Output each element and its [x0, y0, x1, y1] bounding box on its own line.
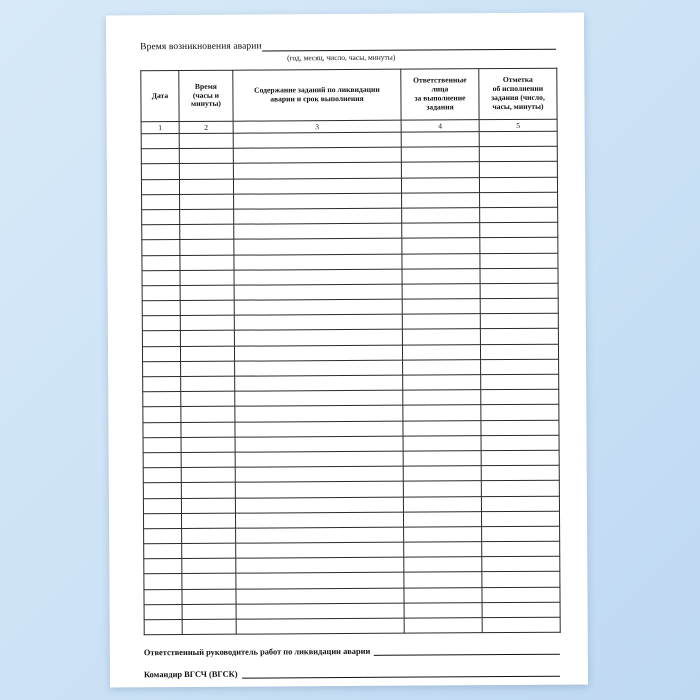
table-cell-empty[interactable]: [403, 451, 481, 467]
table-cell-empty[interactable]: [181, 498, 235, 514]
table-cell-empty[interactable]: [143, 407, 181, 422]
table-cell-empty[interactable]: [182, 619, 236, 635]
column-header-execution-mark-line-1: Отметка: [502, 74, 533, 85]
column-header-execution-mark-line-3: задания (число,: [491, 92, 545, 103]
table-cell-empty[interactable]: [180, 300, 234, 316]
table-cell-empty[interactable]: [180, 315, 234, 331]
table-cell-empty[interactable]: [402, 344, 480, 360]
table-cell-empty[interactable]: [144, 559, 182, 574]
table-cell-empty[interactable]: [481, 435, 559, 451]
table-cell-empty[interactable]: [482, 617, 560, 633]
table-cell-empty[interactable]: [181, 467, 235, 483]
column-header-responsible-persons-line-2: лица: [431, 84, 449, 94]
table-cell-empty[interactable]: [236, 588, 404, 604]
table-cell-empty[interactable]: [402, 223, 480, 239]
table-cell-empty[interactable]: [143, 498, 181, 513]
table-cell-empty[interactable]: [480, 298, 558, 314]
table-cell-empty[interactable]: [143, 377, 181, 392]
table-cell-empty[interactable]: [480, 313, 558, 329]
table-cell-empty[interactable]: [404, 527, 482, 543]
column-header-execution-mark: [479, 68, 557, 119]
table-cell-empty[interactable]: [141, 149, 179, 164]
table-cell-empty[interactable]: [479, 177, 557, 193]
column-header-task-content: [233, 69, 401, 121]
table-cell-empty[interactable]: [403, 496, 481, 512]
table-cell-empty[interactable]: [235, 421, 403, 437]
table-cell-empty[interactable]: [402, 208, 480, 224]
column-header-time-line-2: (часы и: [192, 90, 220, 100]
table-cell-empty[interactable]: [182, 528, 236, 544]
table-cell-empty[interactable]: [143, 468, 181, 483]
table-cell-empty[interactable]: [144, 589, 182, 604]
table-cell-empty[interactable]: [479, 131, 557, 147]
table-cell-empty[interactable]: [234, 284, 402, 300]
column-number-2: 2: [179, 121, 233, 133]
table-cell-empty[interactable]: [181, 391, 235, 407]
table-cell-empty[interactable]: [180, 270, 234, 286]
table-cell-empty[interactable]: [234, 208, 402, 224]
table-cell-empty[interactable]: [479, 146, 557, 162]
table-cell-empty[interactable]: [402, 314, 480, 330]
table-cell-empty[interactable]: [481, 359, 559, 375]
table-cell-empty[interactable]: [142, 255, 180, 270]
table-cell-empty[interactable]: [404, 618, 482, 634]
table-cell-empty[interactable]: [482, 541, 560, 557]
table-cell-empty[interactable]: [180, 240, 234, 256]
table-cell-empty[interactable]: [180, 194, 234, 210]
table-cell-empty[interactable]: [235, 451, 403, 467]
table-cell-empty[interactable]: [143, 483, 181, 498]
header-field-blank-line[interactable]: [263, 39, 557, 52]
table-cell-empty[interactable]: [404, 572, 482, 588]
table-cell-empty[interactable]: [143, 361, 181, 376]
table-cell-empty[interactable]: [143, 452, 181, 467]
table-cell-empty[interactable]: [180, 255, 234, 271]
table-cell-empty[interactable]: [481, 465, 559, 481]
table-cell-empty[interactable]: [181, 422, 235, 438]
table-cell-empty[interactable]: [234, 238, 402, 254]
document-content: [140, 39, 560, 680]
table-cell-empty[interactable]: [234, 269, 402, 285]
table-cell-empty[interactable]: [181, 437, 235, 453]
table-cell-empty[interactable]: [401, 162, 479, 178]
table-cell-empty[interactable]: [182, 558, 236, 574]
table-cell-empty[interactable]: [403, 405, 481, 421]
header-field-note: (год, месяц, число, часы, минуты): [287, 52, 396, 63]
table-cell-empty[interactable]: [482, 602, 560, 618]
column-header-responsible-persons: [401, 69, 479, 120]
table-cell-empty[interactable]: [482, 556, 560, 572]
table-cell-empty[interactable]: [479, 162, 557, 178]
table-cell-empty[interactable]: [234, 193, 402, 209]
table-cell-empty[interactable]: [182, 574, 236, 590]
table-cell-empty[interactable]: [236, 542, 404, 558]
table-cell-empty[interactable]: [480, 207, 558, 223]
table-cell-empty[interactable]: [234, 314, 402, 330]
table-cell-empty[interactable]: [235, 497, 403, 513]
table-cell-empty[interactable]: [181, 361, 235, 377]
column-header-time-line-1: Время: [194, 81, 217, 91]
table-cell-empty[interactable]: [482, 572, 560, 588]
column-header-date: [141, 71, 179, 122]
table-cell-empty[interactable]: [234, 254, 402, 270]
table-cell-empty[interactable]: [402, 268, 480, 284]
column-header-time: [179, 70, 233, 121]
table-cell-empty[interactable]: [179, 179, 233, 195]
table-cell-empty[interactable]: [234, 345, 402, 361]
table-cell-empty[interactable]: [182, 604, 236, 620]
column-header-responsible-persons-line-1: Ответственные: [413, 75, 467, 85]
table-cell-empty[interactable]: [402, 284, 480, 300]
table-cell-empty[interactable]: [180, 331, 234, 347]
table-cell-empty[interactable]: [181, 482, 235, 498]
table-cell-empty[interactable]: [481, 450, 559, 466]
column-header-time-line-3: минуты): [190, 99, 221, 109]
column-number-5: 5: [479, 119, 557, 131]
table-cell-empty[interactable]: [142, 331, 180, 346]
table-cell-empty[interactable]: [235, 390, 403, 406]
table-cell-empty[interactable]: [236, 557, 404, 573]
table-cell-empty[interactable]: [141, 164, 179, 179]
table-cell-empty[interactable]: [236, 527, 404, 543]
table-cell-empty[interactable]: [143, 422, 181, 437]
table-cell-empty[interactable]: [402, 329, 480, 345]
table-cell-empty[interactable]: [482, 526, 560, 542]
footer-responsible-manager-row: [144, 645, 560, 658]
table-cell-empty[interactable]: [180, 285, 234, 301]
document-footer: [144, 645, 560, 680]
table-cell-empty[interactable]: [480, 253, 558, 269]
table-cell-empty[interactable]: [401, 177, 479, 193]
table-cell-empty[interactable]: [404, 557, 482, 573]
table-cell-empty[interactable]: [142, 316, 180, 331]
column-header-task-content-line-1: Содержание заданий по ликвидации: [254, 84, 380, 95]
table-cell-empty[interactable]: [481, 374, 559, 390]
table-cell-empty[interactable]: [142, 209, 180, 224]
table-cell-empty[interactable]: [403, 375, 481, 391]
table-cell-empty[interactable]: [234, 330, 402, 346]
column-header-execution-mark-line-2: об исполнении: [492, 83, 544, 94]
table-cell-empty[interactable]: [144, 604, 182, 619]
table-cell-empty[interactable]: [233, 132, 401, 148]
table-cell-empty[interactable]: [481, 496, 559, 512]
table-cell-empty[interactable]: [480, 329, 558, 345]
document-sheet: [106, 13, 588, 688]
table-cell-empty[interactable]: [402, 192, 480, 208]
table-cell-empty[interactable]: [480, 283, 558, 299]
table-cell-empty[interactable]: [143, 437, 181, 452]
table-cell-empty[interactable]: [404, 587, 482, 603]
header-field-label: Время возникновения аварии: [140, 41, 262, 53]
table-cell-empty[interactable]: [235, 512, 403, 528]
table-cell-empty[interactable]: [181, 452, 235, 468]
table-cell-empty[interactable]: [234, 223, 402, 239]
table-cell-empty[interactable]: [401, 147, 479, 163]
column-header-date-line-1: Дата: [151, 90, 169, 100]
table-cell-empty[interactable]: [482, 587, 560, 603]
table-cell-empty[interactable]: [236, 603, 404, 619]
table-cell-empty[interactable]: [480, 192, 558, 208]
table-cell-empty[interactable]: [403, 420, 481, 436]
table-cell-empty[interactable]: [235, 436, 403, 452]
table-cell-empty[interactable]: [403, 359, 481, 375]
journal-table-body: [141, 131, 560, 635]
table-cell-empty[interactable]: [234, 299, 402, 315]
table-cell-empty[interactable]: [142, 301, 180, 316]
table-cell-empty[interactable]: [144, 574, 182, 589]
table-cell-empty[interactable]: [402, 253, 480, 269]
table-cell-empty[interactable]: [142, 194, 180, 209]
table-cell-empty[interactable]: [180, 346, 234, 362]
table-cell-empty[interactable]: [142, 225, 180, 240]
table-cell-empty[interactable]: [403, 435, 481, 451]
table-cell-empty[interactable]: [235, 481, 403, 497]
table-cell-empty[interactable]: [403, 466, 481, 482]
column-number-3: 3: [233, 120, 401, 133]
table-cell-empty[interactable]: [402, 299, 480, 315]
table-cell-empty[interactable]: [235, 406, 403, 422]
table-cell-empty[interactable]: [179, 133, 233, 149]
table-cell-empty[interactable]: [401, 132, 479, 148]
table-header-row: [141, 68, 557, 122]
table-cell-empty[interactable]: [233, 147, 401, 163]
table-cell-empty[interactable]: [141, 134, 179, 149]
footer-commander-blank-line[interactable]: [241, 667, 560, 679]
table-cell-empty[interactable]: [142, 270, 180, 285]
table-cell-empty[interactable]: [182, 589, 236, 605]
table-cell-empty[interactable]: [403, 511, 481, 527]
footer-responsible-manager-blank-line[interactable]: [374, 645, 560, 656]
table-cell-empty[interactable]: [481, 420, 559, 436]
footer-commander-row: [144, 667, 560, 680]
table-cell-empty[interactable]: [142, 285, 180, 300]
journal-table: [140, 68, 560, 636]
column-number-4: 4: [401, 120, 479, 132]
table-cell-empty[interactable]: [480, 222, 558, 238]
table-cell-empty[interactable]: [481, 405, 559, 421]
table-cell-empty[interactable]: [181, 407, 235, 423]
table-cell-empty[interactable]: [142, 346, 180, 361]
column-header-responsible-persons-line-3: за выполнение: [414, 93, 466, 103]
table-cell-empty[interactable]: [180, 224, 234, 240]
table-cell-empty[interactable]: [233, 163, 401, 179]
table-cell-empty[interactable]: [144, 620, 182, 635]
table-cell-empty[interactable]: [235, 360, 403, 376]
column-number-1: 1: [141, 122, 179, 134]
table-cell-empty[interactable]: [142, 240, 180, 255]
table-cell-empty[interactable]: [236, 573, 404, 589]
table-cell-empty[interactable]: [404, 542, 482, 558]
column-header-task-content-line-2: аварии и срок выполнения: [270, 93, 364, 104]
table-cell-empty[interactable]: [235, 466, 403, 482]
table-cell-empty[interactable]: [235, 375, 403, 391]
table-cell-empty[interactable]: [403, 481, 481, 497]
footer-commander-label: Командир ВГСЧ (ВГСК): [143, 669, 238, 680]
table-cell-empty[interactable]: [480, 268, 558, 284]
table-cell-empty[interactable]: [236, 618, 404, 634]
table-cell-empty[interactable]: [144, 528, 182, 543]
table-cell-empty[interactable]: [233, 178, 401, 194]
table-cell-empty[interactable]: [481, 511, 559, 527]
header-field-row: [140, 39, 556, 53]
table-cell-empty[interactable]: [144, 544, 182, 559]
table-cell-empty[interactable]: [480, 238, 558, 254]
table-cell-empty[interactable]: [181, 376, 235, 392]
table-cell-empty[interactable]: [180, 209, 234, 225]
table-cell-empty[interactable]: [141, 179, 179, 194]
table-cell-empty[interactable]: [404, 602, 482, 618]
table-cell-empty[interactable]: [480, 344, 558, 360]
table-cell-empty[interactable]: [402, 238, 480, 254]
table-cell-empty[interactable]: [143, 513, 181, 528]
table-cell-empty[interactable]: [143, 392, 181, 407]
column-header-execution-mark-line-4: часы, минуты): [492, 101, 544, 112]
footer-responsible-manager-label: Ответственный руководитель работ по ликвидации аварии: [143, 647, 371, 658]
column-header-responsible-persons-line-4: задания: [426, 102, 454, 112]
table-cell-empty[interactable]: [179, 148, 233, 164]
table-cell-empty[interactable]: [403, 390, 481, 406]
table-cell-empty[interactable]: [182, 543, 236, 559]
table-cell-empty[interactable]: [181, 513, 235, 529]
table-cell-empty[interactable]: [481, 481, 559, 497]
table-row: [144, 617, 560, 635]
table-cell-empty[interactable]: [179, 164, 233, 180]
table-cell-empty[interactable]: [481, 389, 559, 405]
